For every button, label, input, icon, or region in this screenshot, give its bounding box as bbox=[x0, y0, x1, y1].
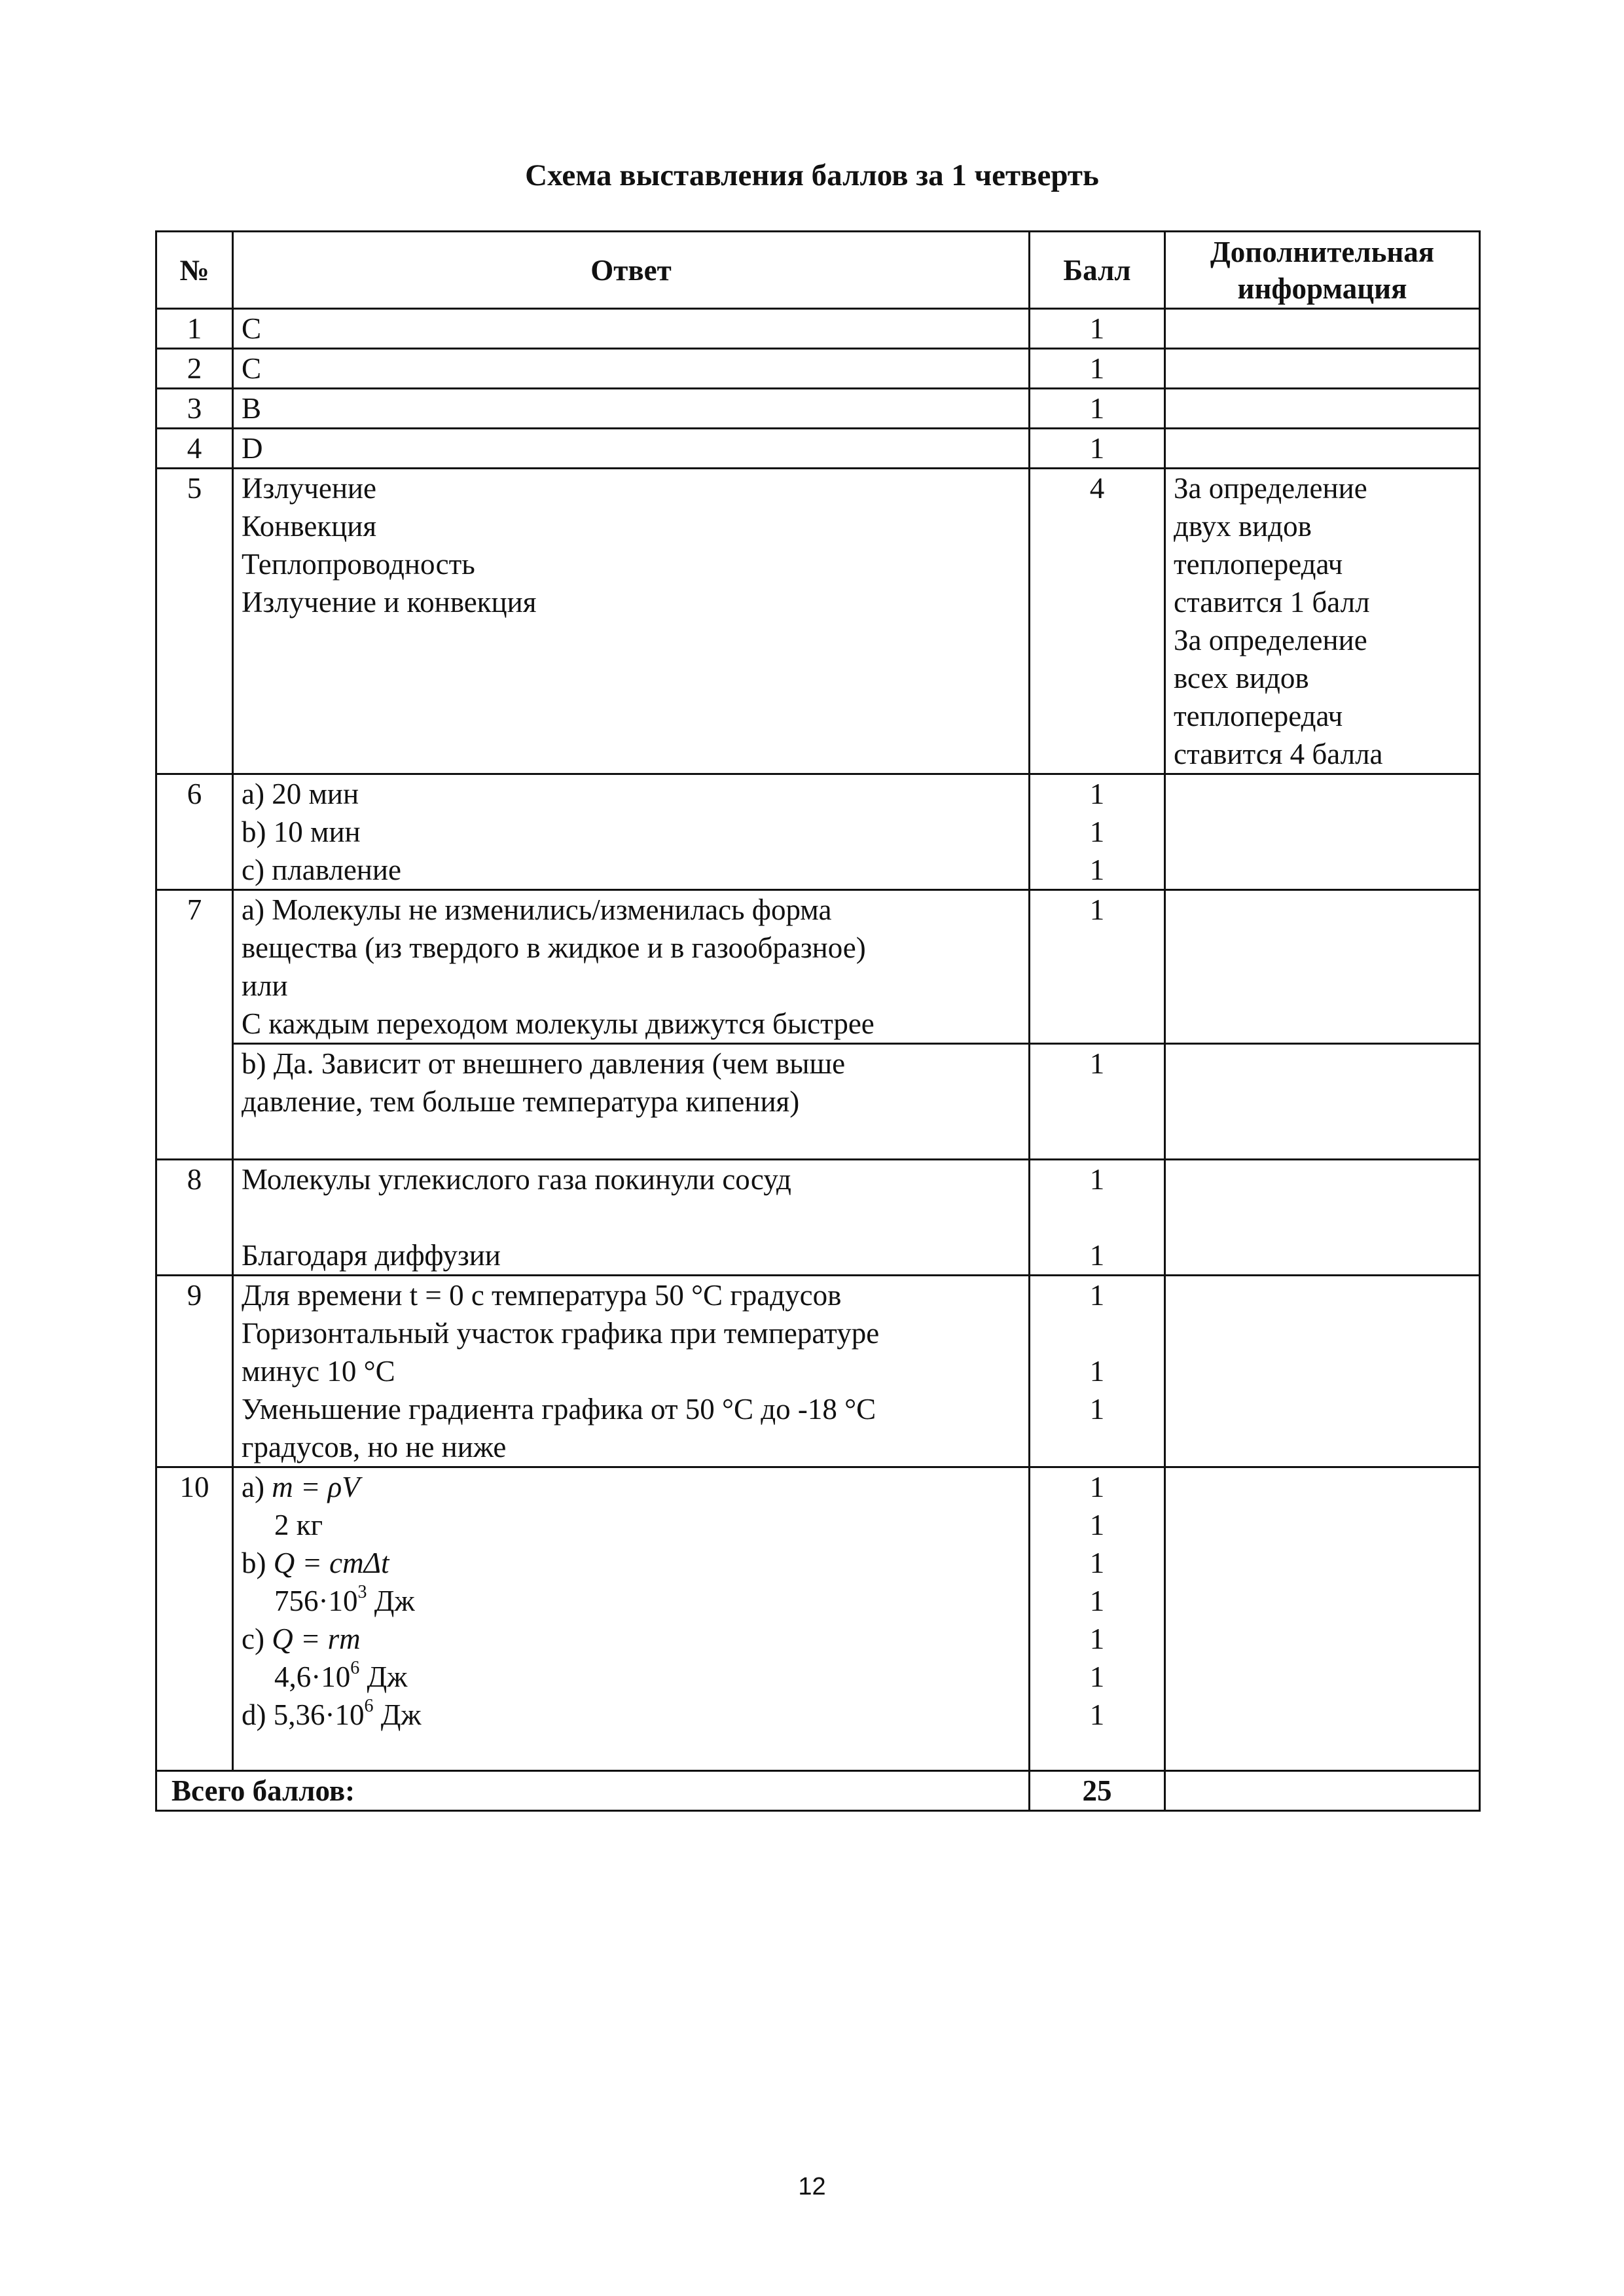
info-line: теплопередач bbox=[1174, 548, 1343, 581]
answer-line bbox=[242, 1544, 1020, 1582]
header-answer: Ответ bbox=[233, 232, 1030, 309]
table-row bbox=[156, 890, 1480, 1044]
answer-line: Конвекция bbox=[242, 510, 377, 543]
table-row bbox=[156, 349, 1480, 389]
answer-line: С каждым переходом молекулы движутся быстрее bbox=[242, 1007, 875, 1040]
part-label: c) bbox=[242, 1623, 272, 1655]
answer-line bbox=[242, 1468, 1020, 1506]
header-info: Дополнительная информация bbox=[1165, 232, 1480, 309]
answer-cell: B bbox=[233, 389, 1030, 429]
answer-cell: D bbox=[233, 429, 1030, 469]
answer-line: a) 20 мин bbox=[242, 778, 359, 810]
score-line: 1 bbox=[1089, 778, 1105, 810]
question-number: 1 bbox=[156, 309, 233, 349]
table-row bbox=[156, 1276, 1480, 1467]
info-cell bbox=[1165, 774, 1480, 890]
answer-line: Благодаря диффузии bbox=[242, 1239, 501, 1272]
answer-line: Горизонтальный участок графика при температуре bbox=[242, 1317, 880, 1350]
formula: Q = cmΔt bbox=[273, 1547, 389, 1579]
formula: m = ρV bbox=[272, 1471, 360, 1503]
score-cell: 4 bbox=[1030, 469, 1165, 774]
score-cell bbox=[1030, 1276, 1165, 1467]
score-cell bbox=[1030, 774, 1165, 890]
score-line: 1 bbox=[1089, 1660, 1105, 1693]
answer-cell bbox=[233, 1044, 1030, 1160]
value-base: d) 5,36·10 bbox=[242, 1698, 365, 1731]
score-line: 1 bbox=[1089, 1239, 1105, 1272]
score-cell bbox=[1030, 1467, 1165, 1771]
score-cell: 1 bbox=[1030, 890, 1165, 1044]
info-cell bbox=[1165, 349, 1480, 389]
answer-line: Излучение и конвекция bbox=[242, 586, 537, 619]
table-row bbox=[156, 1044, 1480, 1160]
score-line: 1 bbox=[1089, 853, 1105, 886]
value-exponent: 3 bbox=[357, 1582, 367, 1602]
question-number: 4 bbox=[156, 429, 233, 469]
answer-line: b) 10 мин bbox=[242, 816, 361, 848]
grading-table bbox=[155, 230, 1481, 1812]
table-row bbox=[156, 774, 1480, 890]
answer-line: давление, тем больше температура кипения) bbox=[242, 1085, 800, 1118]
score-line: 1 bbox=[1089, 1547, 1105, 1579]
score-line: 1 bbox=[1089, 1623, 1105, 1655]
info-cell bbox=[1165, 890, 1480, 1044]
table-row bbox=[156, 389, 1480, 429]
answer-cell bbox=[233, 774, 1030, 890]
answer-line: минус 10 °C bbox=[242, 1355, 395, 1388]
info-cell bbox=[1165, 469, 1480, 774]
answer-line bbox=[242, 1658, 1020, 1696]
answer-cell bbox=[233, 1160, 1030, 1276]
score-line bbox=[1038, 1198, 1156, 1236]
answer-cell bbox=[233, 1276, 1030, 1467]
answer-cell: C bbox=[233, 309, 1030, 349]
answer-cell bbox=[233, 1467, 1030, 1771]
info-cell bbox=[1165, 309, 1480, 349]
info-line: двух видов bbox=[1174, 510, 1312, 543]
table-row bbox=[156, 309, 1480, 349]
answer-line: 2 кг bbox=[274, 1509, 323, 1541]
question-number: 5 bbox=[156, 469, 233, 774]
score-line: 1 bbox=[1089, 816, 1105, 848]
answer-line: вещества (из твердого в жидкое и в газообразное) bbox=[242, 931, 866, 964]
part-label: b) bbox=[242, 1547, 274, 1579]
info-line: ставится 1 балл bbox=[1174, 586, 1370, 619]
answer-line: Для времени t = 0 с температура 50 °C градусов bbox=[242, 1279, 842, 1312]
answer-line: c) плавление bbox=[242, 853, 401, 886]
info-cell bbox=[1165, 429, 1480, 469]
answer-line: Молекулы углекислого газа покинули сосуд bbox=[242, 1163, 791, 1196]
score-line: 1 bbox=[1089, 1163, 1105, 1196]
answer-line bbox=[242, 1620, 1020, 1658]
table-row bbox=[156, 469, 1480, 774]
question-number: 10 bbox=[156, 1467, 233, 1771]
info-cell bbox=[1165, 1276, 1480, 1467]
formula: Q = rm bbox=[272, 1623, 361, 1655]
question-number: 2 bbox=[156, 349, 233, 389]
score-line bbox=[1038, 1314, 1156, 1352]
total-row bbox=[156, 1771, 1480, 1811]
answer-cell: C bbox=[233, 349, 1030, 389]
answer-cell bbox=[233, 469, 1030, 774]
info-cell bbox=[1165, 389, 1480, 429]
value-base: 4,6·10 bbox=[274, 1660, 351, 1693]
score-line: 1 bbox=[1089, 1509, 1105, 1541]
value-unit: Дж bbox=[373, 1698, 422, 1731]
score-line: 1 bbox=[1089, 1279, 1105, 1312]
answer-line: Теплопроводность bbox=[242, 548, 475, 581]
value-unit: Дж bbox=[359, 1660, 408, 1693]
table-row bbox=[156, 1160, 1480, 1276]
answer-line: a) Молекулы не изменились/изменилась форма bbox=[242, 893, 832, 926]
score-line: 1 bbox=[1089, 1585, 1105, 1617]
answer-cell bbox=[233, 890, 1030, 1044]
info-cell bbox=[1165, 1771, 1480, 1811]
answer-line bbox=[242, 1582, 1020, 1620]
part-label: a) bbox=[242, 1471, 272, 1503]
question-number: 8 bbox=[156, 1160, 233, 1276]
info-line: За определение bbox=[1174, 472, 1367, 505]
info-line: всех видов bbox=[1174, 662, 1309, 694]
answer-line: градусов, но не ниже bbox=[242, 1431, 507, 1463]
question-number: 6 bbox=[156, 774, 233, 890]
score-cell: 1 bbox=[1030, 349, 1165, 389]
score-line: 1 bbox=[1089, 1355, 1105, 1388]
score-line: 1 bbox=[1089, 1471, 1105, 1503]
value-base: 756·10 bbox=[274, 1585, 358, 1617]
score-line: 1 bbox=[1089, 1698, 1105, 1731]
total-score: 25 bbox=[1030, 1771, 1165, 1811]
header-score: Балл bbox=[1030, 232, 1165, 309]
answer-line: Уменьшение градиента графика от 50 °C до -18 °C bbox=[242, 1393, 876, 1426]
question-number: 7 bbox=[156, 890, 233, 1160]
page-title: Схема выставления баллов за 1 четверть bbox=[525, 158, 1099, 192]
score-cell: 1 bbox=[1030, 389, 1165, 429]
page-number: 12 bbox=[798, 2173, 826, 2200]
score-cell: 1 bbox=[1030, 1044, 1165, 1160]
table-row bbox=[156, 429, 1480, 469]
info-cell bbox=[1165, 1044, 1480, 1160]
value-exponent: 6 bbox=[364, 1696, 374, 1716]
table-header-row bbox=[156, 232, 1480, 309]
value-unit: Дж bbox=[367, 1585, 415, 1617]
info-cell bbox=[1165, 1160, 1480, 1276]
info-line: За определение bbox=[1174, 624, 1367, 656]
score-line: 1 bbox=[1089, 1393, 1105, 1426]
answer-line: или bbox=[242, 969, 288, 1002]
answer-line bbox=[242, 1696, 1020, 1734]
answer-line: Излучение bbox=[242, 472, 376, 505]
info-line: ставится 4 балла bbox=[1174, 738, 1383, 770]
header-num: № bbox=[156, 232, 233, 309]
question-number: 3 bbox=[156, 389, 233, 429]
info-line: теплопередач bbox=[1174, 700, 1343, 732]
score-line bbox=[1038, 1428, 1156, 1466]
table-row bbox=[156, 1467, 1480, 1771]
question-number: 9 bbox=[156, 1276, 233, 1467]
info-cell bbox=[1165, 1467, 1480, 1771]
answer-line bbox=[242, 1198, 1020, 1236]
score-cell bbox=[1030, 1160, 1165, 1276]
answer-line: b) Да. Зависит от внешнего давления (чем выше bbox=[242, 1047, 846, 1080]
score-cell: 1 bbox=[1030, 429, 1165, 469]
value-exponent: 6 bbox=[350, 1658, 360, 1678]
total-label: Всего баллов: bbox=[156, 1771, 1030, 1811]
score-cell: 1 bbox=[1030, 309, 1165, 349]
